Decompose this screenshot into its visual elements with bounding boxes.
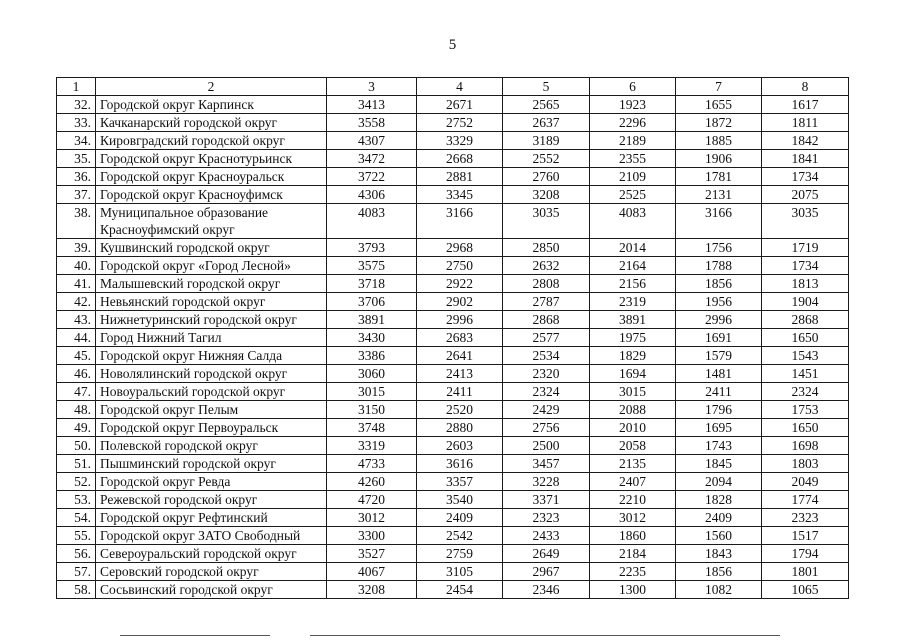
- table-row: [57, 132, 849, 150]
- header-cell-4: 4: [417, 78, 503, 96]
- table-body: [57, 96, 849, 599]
- value-col-6: 2407: [590, 473, 676, 491]
- value-col-3: 3575: [327, 257, 417, 275]
- value-col-8: 1774: [762, 491, 849, 509]
- header-cell-7: 7: [676, 78, 762, 96]
- value-col-8: 1842: [762, 132, 849, 150]
- value-col-5: 2500: [503, 437, 590, 455]
- value-col-7: 1906: [676, 150, 762, 168]
- municipality-name: Муниципальное образование Красноуфимский округ: [96, 204, 327, 239]
- value-col-4: 2922: [417, 275, 503, 293]
- table-row: [57, 150, 849, 168]
- value-col-5: 3208: [503, 186, 590, 204]
- value-col-5: 3371: [503, 491, 590, 509]
- table-row: [57, 186, 849, 204]
- value-col-3: 3300: [327, 527, 417, 545]
- row-number: 43.: [57, 311, 96, 329]
- row-number: 58.: [57, 581, 96, 599]
- value-col-8: 1650: [762, 329, 849, 347]
- value-col-8: 1719: [762, 239, 849, 257]
- municipality-name: Сосьвинский городской округ: [96, 581, 327, 599]
- table-row: [57, 545, 849, 563]
- value-col-8: 1734: [762, 168, 849, 186]
- value-col-5: 2808: [503, 275, 590, 293]
- value-col-4: 2752: [417, 114, 503, 132]
- value-col-3: 3208: [327, 581, 417, 599]
- value-col-4: 3616: [417, 455, 503, 473]
- value-col-3: 3060: [327, 365, 417, 383]
- value-col-7: 1756: [676, 239, 762, 257]
- table-row: [57, 509, 849, 527]
- row-number: 51.: [57, 455, 96, 473]
- table-row: [57, 275, 849, 293]
- value-col-4: 2668: [417, 150, 503, 168]
- value-col-7: 1082: [676, 581, 762, 599]
- value-col-6: 2088: [590, 401, 676, 419]
- table-row: [57, 239, 849, 257]
- table-row: [57, 563, 849, 581]
- row-number: 47.: [57, 383, 96, 401]
- row-number: 37.: [57, 186, 96, 204]
- value-col-7: 1856: [676, 563, 762, 581]
- value-col-3: 4306: [327, 186, 417, 204]
- value-col-4: 3105: [417, 563, 503, 581]
- municipality-name: Серовский городской округ: [96, 563, 327, 581]
- municipality-name: Городской округ Карпинск: [96, 96, 327, 114]
- municipality-name: Городской округ Краснотурьинск: [96, 150, 327, 168]
- municipality-name: Городской округ Красноуральск: [96, 168, 327, 186]
- row-number: 49.: [57, 419, 96, 437]
- municipality-name: Городской округ Первоуральск: [96, 419, 327, 437]
- value-col-7: 1560: [676, 527, 762, 545]
- value-col-8: 1617: [762, 96, 849, 114]
- municipality-name: Полевской городской округ: [96, 437, 327, 455]
- municipality-name: Кировградский городской округ: [96, 132, 327, 150]
- value-col-8: 1813: [762, 275, 849, 293]
- table-row: [57, 311, 849, 329]
- value-col-7: 1655: [676, 96, 762, 114]
- value-col-3: 3430: [327, 329, 417, 347]
- municipality-name: Городской округ Рефтинский: [96, 509, 327, 527]
- value-col-8: 1517: [762, 527, 849, 545]
- value-col-5: 2433: [503, 527, 590, 545]
- value-col-4: 2603: [417, 437, 503, 455]
- value-col-6: 1694: [590, 365, 676, 383]
- value-col-7: 1691: [676, 329, 762, 347]
- value-col-6: 2135: [590, 455, 676, 473]
- table-row: [57, 383, 849, 401]
- municipality-name: Кушвинский городской округ: [96, 239, 327, 257]
- value-col-4: 2413: [417, 365, 503, 383]
- value-col-3: 4067: [327, 563, 417, 581]
- value-col-6: 2156: [590, 275, 676, 293]
- municipality-name: Нижнетуринский городской округ: [96, 311, 327, 329]
- value-col-6: 2319: [590, 293, 676, 311]
- value-col-7: 2411: [676, 383, 762, 401]
- table-row: [57, 293, 849, 311]
- value-col-6: 3891: [590, 311, 676, 329]
- row-number: 46.: [57, 365, 96, 383]
- value-col-7: 1481: [676, 365, 762, 383]
- row-number: 32.: [57, 96, 96, 114]
- row-number: 54.: [57, 509, 96, 527]
- value-col-5: 2760: [503, 168, 590, 186]
- value-col-5: 2320: [503, 365, 590, 383]
- value-col-4: 2902: [417, 293, 503, 311]
- value-col-6: 2010: [590, 419, 676, 437]
- municipality-name: Североуральский городской округ: [96, 545, 327, 563]
- value-col-8: 2323: [762, 509, 849, 527]
- value-col-5: 2637: [503, 114, 590, 132]
- value-col-3: 3413: [327, 96, 417, 114]
- row-number: 55.: [57, 527, 96, 545]
- value-col-5: 2324: [503, 383, 590, 401]
- value-col-8: 1650: [762, 419, 849, 437]
- value-col-8: 1065: [762, 581, 849, 599]
- value-col-7: 1796: [676, 401, 762, 419]
- row-number: 33.: [57, 114, 96, 132]
- value-col-7: 2131: [676, 186, 762, 204]
- value-col-4: 2411: [417, 383, 503, 401]
- footer-line-left: [120, 635, 270, 636]
- value-col-8: 1801: [762, 563, 849, 581]
- municipality-name: Городской округ «Город Лесной»: [96, 257, 327, 275]
- header-cell-2: 2: [96, 78, 327, 96]
- table-row: [57, 473, 849, 491]
- value-col-4: 2671: [417, 96, 503, 114]
- value-col-8: 1451: [762, 365, 849, 383]
- value-col-7: 1695: [676, 419, 762, 437]
- municipality-name: Город Нижний Тагил: [96, 329, 327, 347]
- value-col-7: 1856: [676, 275, 762, 293]
- municipality-name: Качканарский городской округ: [96, 114, 327, 132]
- row-number: 39.: [57, 239, 96, 257]
- value-col-6: 2235: [590, 563, 676, 581]
- row-number: 41.: [57, 275, 96, 293]
- value-col-4: 2409: [417, 509, 503, 527]
- header-cell-8: 8: [762, 78, 849, 96]
- table-row: [57, 581, 849, 599]
- value-col-3: 3386: [327, 347, 417, 365]
- table-row: [57, 347, 849, 365]
- row-number: 42.: [57, 293, 96, 311]
- value-col-8: 1753: [762, 401, 849, 419]
- value-col-5: 2967: [503, 563, 590, 581]
- value-col-4: 3540: [417, 491, 503, 509]
- value-col-8: 1904: [762, 293, 849, 311]
- value-col-3: 3722: [327, 168, 417, 186]
- value-col-5: 2534: [503, 347, 590, 365]
- value-col-7: 1743: [676, 437, 762, 455]
- row-number: 40.: [57, 257, 96, 275]
- value-col-3: 3706: [327, 293, 417, 311]
- value-col-4: 2996: [417, 311, 503, 329]
- table-row: [57, 257, 849, 275]
- value-col-8: 2049: [762, 473, 849, 491]
- value-col-4: 2520: [417, 401, 503, 419]
- municipality-name: Новоуральский городской округ: [96, 383, 327, 401]
- value-col-3: 4307: [327, 132, 417, 150]
- value-col-7: 1781: [676, 168, 762, 186]
- value-col-6: 2058: [590, 437, 676, 455]
- value-col-6: 2296: [590, 114, 676, 132]
- table-row: [57, 204, 849, 239]
- value-col-5: 3457: [503, 455, 590, 473]
- table-row: [57, 437, 849, 455]
- table-header: [57, 78, 849, 96]
- value-col-3: 3558: [327, 114, 417, 132]
- value-col-4: 2759: [417, 545, 503, 563]
- row-number: 48.: [57, 401, 96, 419]
- row-number: 35.: [57, 150, 96, 168]
- table-row: [57, 527, 849, 545]
- value-col-6: 1923: [590, 96, 676, 114]
- row-number: 57.: [57, 563, 96, 581]
- value-col-8: 1803: [762, 455, 849, 473]
- value-col-8: 1794: [762, 545, 849, 563]
- value-col-8: 2868: [762, 311, 849, 329]
- value-col-8: 3035: [762, 204, 849, 239]
- municipality-name: Городской округ Красноуфимск: [96, 186, 327, 204]
- table-row: [57, 365, 849, 383]
- value-col-5: 2868: [503, 311, 590, 329]
- municipality-name: Городской округ Ревда: [96, 473, 327, 491]
- value-col-8: 1811: [762, 114, 849, 132]
- value-col-4: 2683: [417, 329, 503, 347]
- value-col-7: 1579: [676, 347, 762, 365]
- value-col-4: 3357: [417, 473, 503, 491]
- value-col-5: 2346: [503, 581, 590, 599]
- value-col-5: 2632: [503, 257, 590, 275]
- table-row: [57, 96, 849, 114]
- value-col-5: 2850: [503, 239, 590, 257]
- value-col-4: 2750: [417, 257, 503, 275]
- page-number: 5: [448, 37, 457, 53]
- value-col-5: 2323: [503, 509, 590, 527]
- municipality-name: Пышминский городской округ: [96, 455, 327, 473]
- value-col-7: 2996: [676, 311, 762, 329]
- value-col-5: 3189: [503, 132, 590, 150]
- value-col-5: 2565: [503, 96, 590, 114]
- value-col-6: 1975: [590, 329, 676, 347]
- value-col-3: 3748: [327, 419, 417, 437]
- value-col-4: 2542: [417, 527, 503, 545]
- row-number: 52.: [57, 473, 96, 491]
- table-row: [57, 329, 849, 347]
- value-col-3: 3015: [327, 383, 417, 401]
- value-col-3: 4260: [327, 473, 417, 491]
- value-col-7: 2409: [676, 509, 762, 527]
- value-col-6: 2355: [590, 150, 676, 168]
- value-col-7: 1828: [676, 491, 762, 509]
- header-cell-1: 1: [57, 78, 96, 96]
- value-col-4: 3345: [417, 186, 503, 204]
- table-row: [57, 491, 849, 509]
- value-col-5: 2649: [503, 545, 590, 563]
- value-col-7: 1788: [676, 257, 762, 275]
- value-col-5: 2756: [503, 419, 590, 437]
- value-col-8: 1841: [762, 150, 849, 168]
- value-col-6: 3012: [590, 509, 676, 527]
- value-col-8: 1698: [762, 437, 849, 455]
- value-col-3: 3891: [327, 311, 417, 329]
- value-col-4: 2454: [417, 581, 503, 599]
- value-col-6: 2525: [590, 186, 676, 204]
- header-cell-6: 6: [590, 78, 676, 96]
- value-col-3: 3718: [327, 275, 417, 293]
- value-col-7: 2094: [676, 473, 762, 491]
- municipality-name: Городской округ Пелым: [96, 401, 327, 419]
- header-cell-3: 3: [327, 78, 417, 96]
- value-col-6: 2189: [590, 132, 676, 150]
- value-col-5: 2577: [503, 329, 590, 347]
- value-col-5: 2787: [503, 293, 590, 311]
- value-col-5: 2429: [503, 401, 590, 419]
- table-row: [57, 168, 849, 186]
- value-col-4: 2881: [417, 168, 503, 186]
- value-col-6: 1860: [590, 527, 676, 545]
- value-col-4: 2641: [417, 347, 503, 365]
- value-col-6: 1829: [590, 347, 676, 365]
- row-number: 36.: [57, 168, 96, 186]
- value-col-3: 3150: [327, 401, 417, 419]
- value-col-4: 2880: [417, 419, 503, 437]
- value-col-3: 4720: [327, 491, 417, 509]
- row-number: 53.: [57, 491, 96, 509]
- value-col-7: 1956: [676, 293, 762, 311]
- value-col-3: 3319: [327, 437, 417, 455]
- value-col-6: 1300: [590, 581, 676, 599]
- value-col-5: 3035: [503, 204, 590, 239]
- value-col-3: 3472: [327, 150, 417, 168]
- municipality-name: Городской округ ЗАТО Свободный: [96, 527, 327, 545]
- row-number: 44.: [57, 329, 96, 347]
- municipality-name: Городской округ Нижняя Салда: [96, 347, 327, 365]
- value-col-3: 4733: [327, 455, 417, 473]
- table-row: [57, 114, 849, 132]
- value-col-8: 1734: [762, 257, 849, 275]
- municipality-name: Малышевский городской округ: [96, 275, 327, 293]
- footer-line-right: [310, 635, 780, 636]
- value-col-7: 3166: [676, 204, 762, 239]
- value-col-6: 2109: [590, 168, 676, 186]
- value-col-7: 1872: [676, 114, 762, 132]
- value-col-6: 2164: [590, 257, 676, 275]
- municipality-name: Режевской городской округ: [96, 491, 327, 509]
- row-number: 56.: [57, 545, 96, 563]
- value-col-6: 4083: [590, 204, 676, 239]
- header-row: [57, 78, 849, 96]
- value-col-7: 1843: [676, 545, 762, 563]
- value-col-3: 4083: [327, 204, 417, 239]
- row-number: 50.: [57, 437, 96, 455]
- value-col-8: 2075: [762, 186, 849, 204]
- value-col-4: 3166: [417, 204, 503, 239]
- municipality-name: Новолялинский городской округ: [96, 365, 327, 383]
- table-row: [57, 419, 849, 437]
- row-number: 34.: [57, 132, 96, 150]
- value-col-7: 1845: [676, 455, 762, 473]
- value-col-6: 2014: [590, 239, 676, 257]
- municipality-name: Невьянский городской округ: [96, 293, 327, 311]
- row-number: 45.: [57, 347, 96, 365]
- value-col-3: 3793: [327, 239, 417, 257]
- value-col-3: 3012: [327, 509, 417, 527]
- value-col-8: 2324: [762, 383, 849, 401]
- data-table: [56, 77, 849, 599]
- value-col-5: 2552: [503, 150, 590, 168]
- value-col-8: 1543: [762, 347, 849, 365]
- value-col-3: 3527: [327, 545, 417, 563]
- value-col-4: 3329: [417, 132, 503, 150]
- value-col-7: 1885: [676, 132, 762, 150]
- value-col-4: 2968: [417, 239, 503, 257]
- value-col-6: 2184: [590, 545, 676, 563]
- header-cell-5: 5: [503, 78, 590, 96]
- value-col-6: 2210: [590, 491, 676, 509]
- table-row: [57, 455, 849, 473]
- row-number: 38.: [57, 204, 96, 239]
- value-col-5: 3228: [503, 473, 590, 491]
- value-col-6: 3015: [590, 383, 676, 401]
- table-row: [57, 401, 849, 419]
